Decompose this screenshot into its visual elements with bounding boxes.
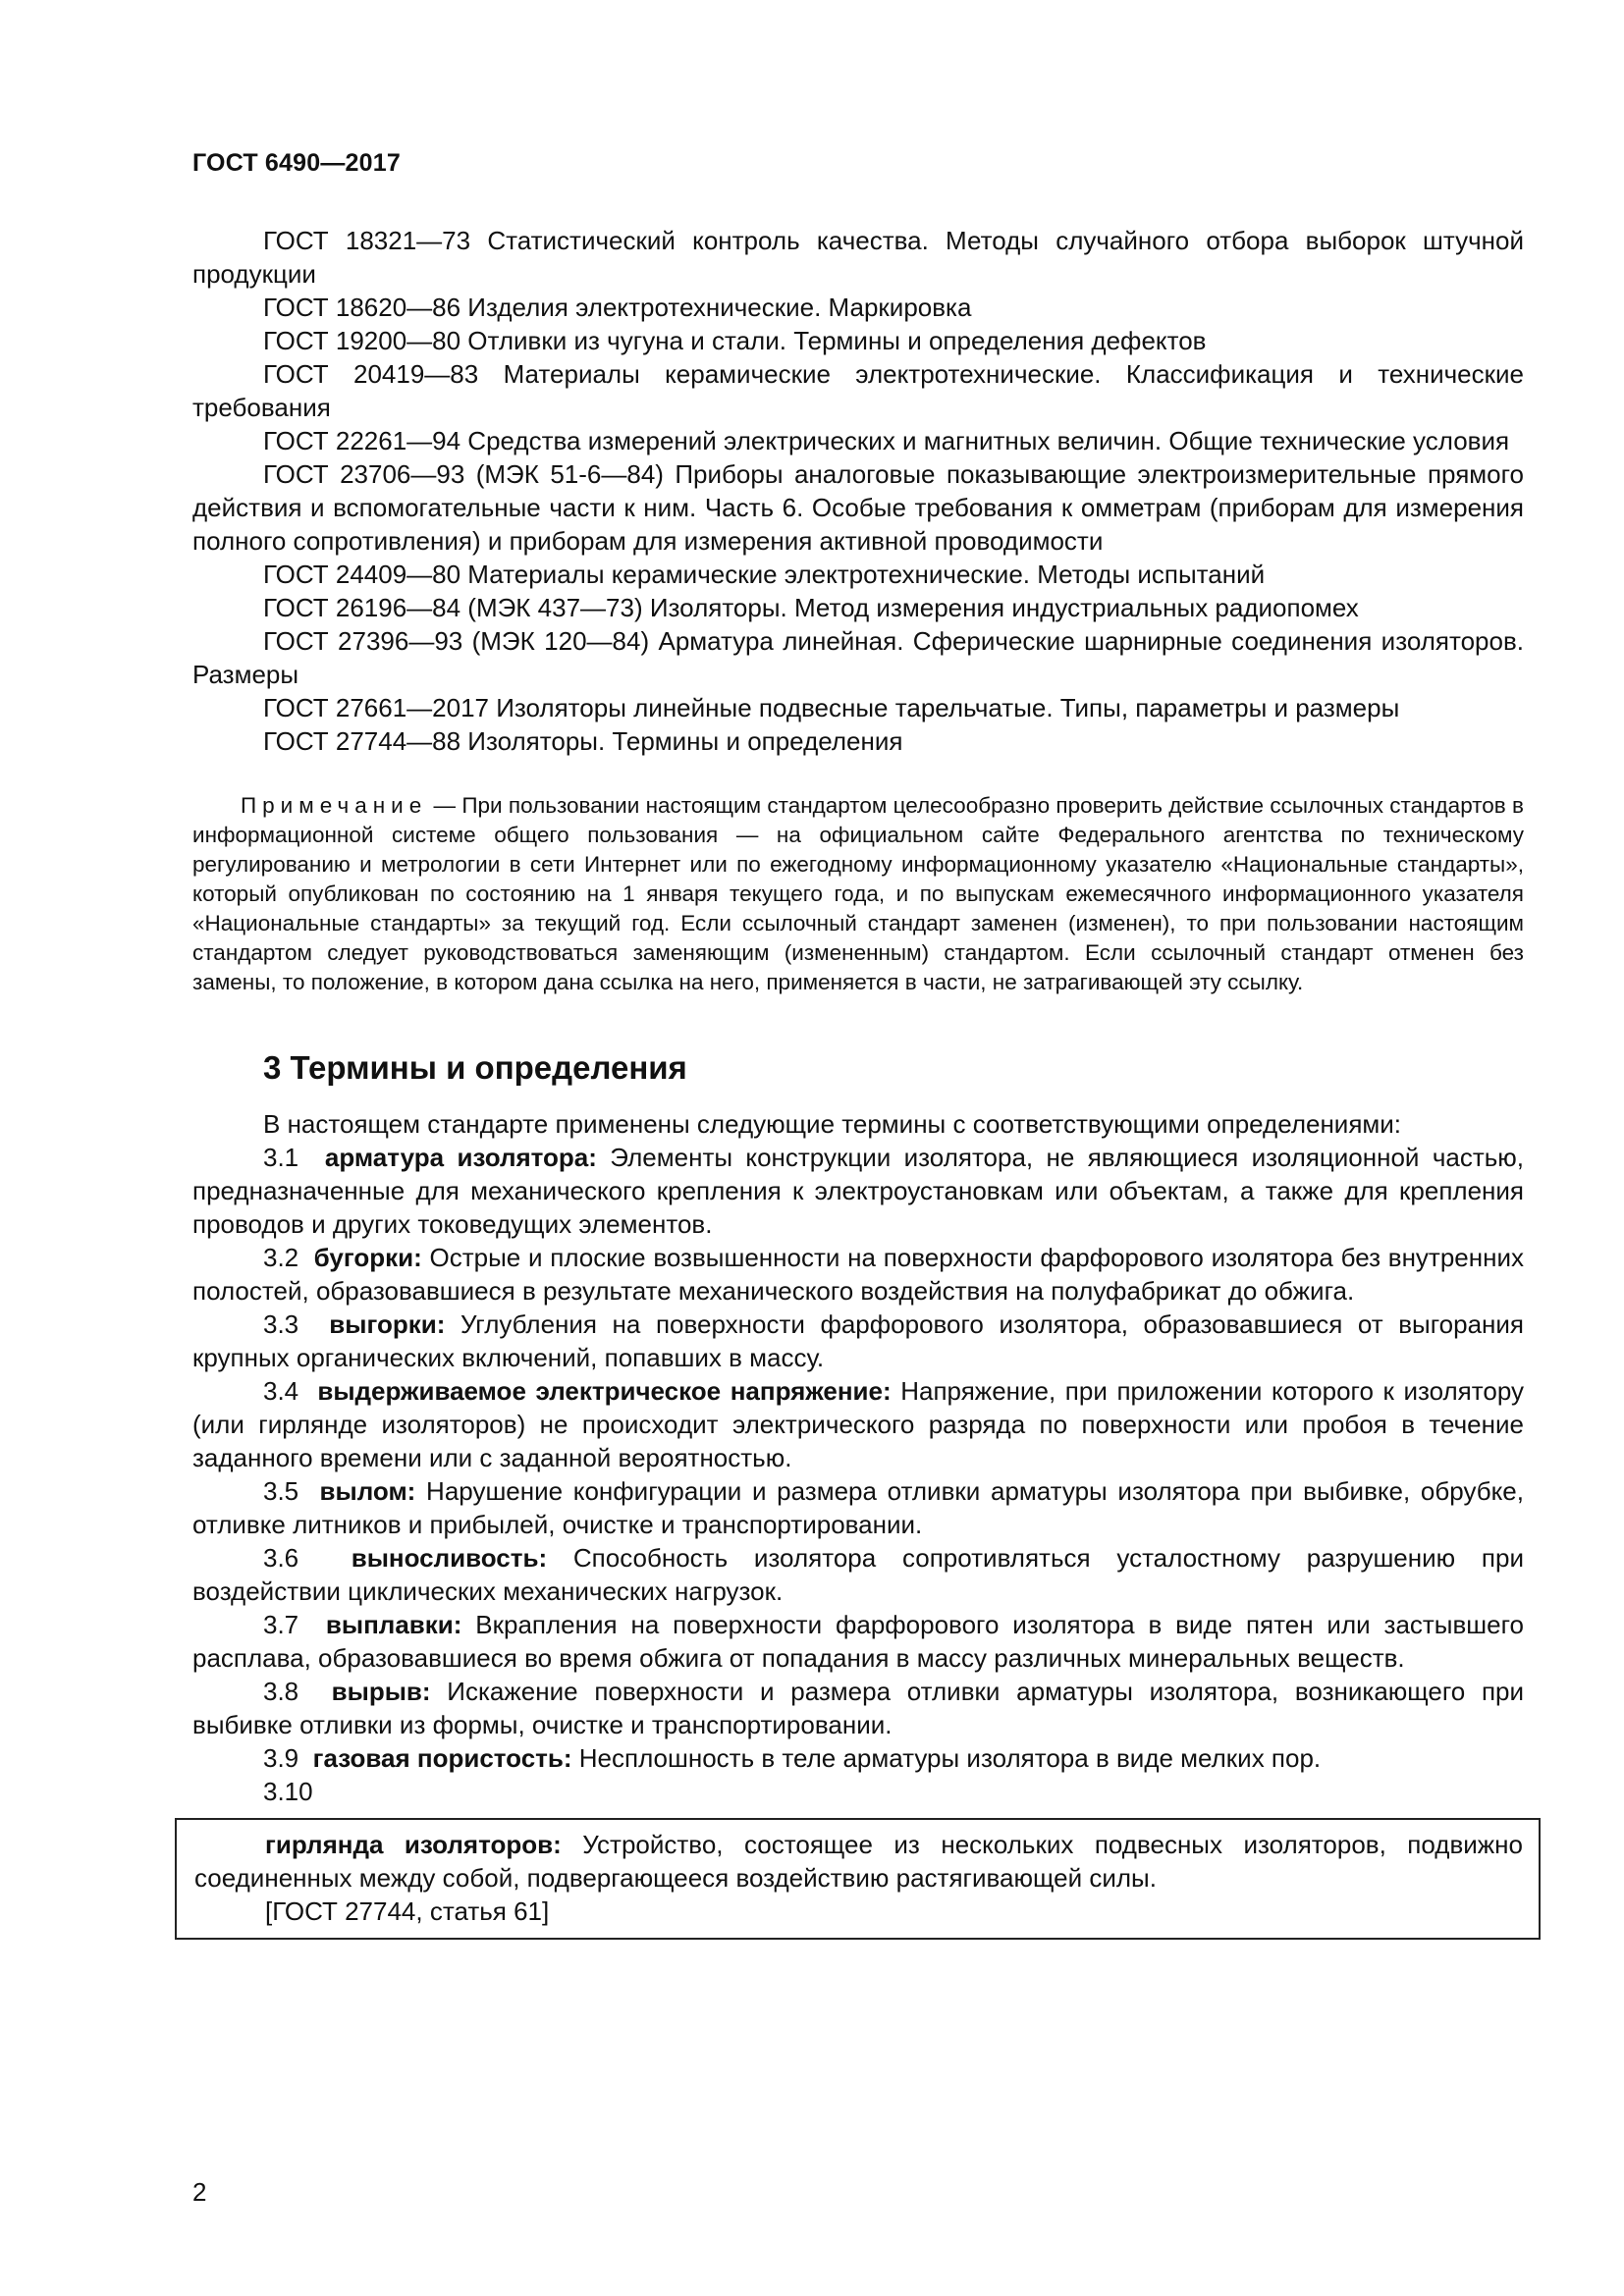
document-header: ГОСТ 6490—2017 [192,149,401,177]
term-definition: Искажение поверхности и размера отливки арматуры изолятора, возникающего при выбивке отливки из формы, очистке и транспортировании. [192,1677,1525,1739]
section-intro: В настоящем стандарте применены следующие термины с соответствующими определениями: [263,1109,1402,1139]
term-entry [192,1675,1524,1741]
reference-item: ГОСТ 27661—2017 Изоляторы линейные подвесные тарельчатые. Типы, параметры и размеры [263,693,1400,722]
term-definition: Напряжение, при приложении которого к изолятору (или гирлянде изоляторов) не происходит электрического разряда по поверхности или пробоя в течение заданного времени или с заданной вероятностью. [192,1376,1525,1472]
page-content [192,224,1524,1940]
term-definition: Углубления на поверхности фарфорового изолятора, образовавшиеся от выгорания крупных органических включений, попавших в массу. [192,1309,1524,1372]
reference-item: ГОСТ 24409—80 Материалы керамические электротехнические. Методы испытаний [263,560,1266,589]
term-name: выносливость: [351,1543,548,1573]
reference-item: ГОСТ 18620—86 Изделия электротехнические. Маркировка [263,293,972,322]
reference-item: ГОСТ 26196—84 (МЭК 437—73) Изоляторы. Метод измерения индустриальных радиопомех [263,593,1359,622]
reference-item: ГОСТ 23706—93 (МЭК 51-6—84) Приборы аналоговые показывающие электроизмерительные прямого действия и вспомогательные части к ним. Часть 6. Особые требования к омметрам (приборам для измерения полного сопротивления) и приборам для измерения активной проводимости [192,459,1524,556]
term-entry [192,1608,1524,1675]
term-source: [ГОСТ 27744, статья 61] [265,1896,550,1926]
term-definition: Элементы конструкции изолятора, не являющиеся изоляционной частью, предназначенные для механического крепления к электроустановкам или объектам, а также для крепления проводов и других токоведущих элементов. [192,1143,1525,1239]
term-number: 3.8 [263,1677,299,1706]
term-name: бугорки: [313,1243,422,1272]
term-number: 3.5 [263,1476,299,1506]
term-entry [192,1741,1524,1775]
section-heading: 3 Термины и определения [263,1049,687,1086]
term-definition: Вкрапления на поверхности фарфорового изолятора в виде пятен или застывшего расплава, образовавшиеся во время обжига от попадания в массу различных минеральных веществ. [192,1610,1524,1673]
term-name: арматура изолятора: [324,1143,597,1172]
term-definition: Несплошность в теле арматуры изолятора в виде мелких пор. [571,1743,1322,1773]
term-number: 3.1 [263,1143,299,1172]
term-number: 3.2 [263,1243,299,1272]
term-number: 3.6 [263,1543,299,1573]
quoted-term-box [175,1818,1541,1940]
note-label: Примечание [241,793,428,818]
term-entry [192,1474,1524,1541]
term-name: выплавки: [325,1610,462,1639]
term-name: газовая пористость: [312,1743,572,1773]
term-entry [192,1374,1524,1474]
reference-item: ГОСТ 22261—94 Средства измерений электрических и магнитных величин. Общие технические условия [263,426,1510,455]
reference-item: ГОСТ 19200—80 Отливки из чугуна и стали. Термины и определения дефектов [263,326,1207,355]
term-number: 3.7 [263,1610,299,1639]
terms-list [192,1141,1524,1808]
term-definition: Острые и плоские возвышенности на поверхности фарфорового изолятора без внутренних полостей, образовавшиеся в результате механического воздействия на полуфабрикат до обжига. [192,1243,1524,1306]
term-number-310: 3.10 [263,1777,313,1806]
term-name: гирлянда изоляторов: [265,1830,562,1859]
term-definition: Устройство, состоящее из нескольких подвесных изоляторов, подвижно соединенных между собой, подвергающееся воздействию растягивающей силы. [194,1830,1523,1893]
reference-item: ГОСТ 20419—83 Материалы керамические электротехнические. Классификация и технические требования [192,359,1524,422]
page-number: 2 [192,2177,207,2207]
term-entry [192,1241,1524,1308]
normative-references-list [192,224,1524,758]
term-name: вырыв: [331,1677,431,1706]
quoted-term-entry [194,1828,1523,1895]
term-definition: Способность изолятора сопротивляться усталостному разрушению при воздействии циклических механических нагрузок. [192,1543,1524,1606]
reference-item: ГОСТ 27396—93 (МЭК 120—84) Арматура линейная. Сферические шарнирные соединения изоляторов. Размеры [192,626,1524,689]
term-definition: Нарушение конфигурации и размера отливки арматуры изолятора при выбивке, обрубке, отливке литников и прибылей, очистке и транспортировании. [192,1476,1524,1539]
term-name: вылом: [319,1476,416,1506]
term-entry [192,1308,1524,1374]
reference-item: ГОСТ 27744—88 Изоляторы. Термины и определения [263,726,903,756]
reference-item: ГОСТ 18321—73 Статистический контроль качества. Методы случайного отбора выборок штучной продукции [192,226,1524,289]
note-text: — При пользовании настоящим стандартом целесообразно проверить действие ссылочных стандартов в информационной системе общего пользования — на официальном сайте Федерального агентства по техническому регулированию и метрологии в сети Интернет или по ежегодному информационному указателю «Национальные стандарты», который опубликован по состоянию на 1 января текущего года, и по выпускам ежемесячного информационного указателя «Национальные стандарты» за текущий год. Если ссылочный стандарт заменен (изменен), то при пользовании настоящим стандартом следует руководствоваться заменяющим (измененным) стандартом. Если ссылочный стандарт отменен без замены, то положение, в котором дана ссылка на него, применяется в части, не затрагивающей эту ссылку. [192,793,1524,994]
term-entry [192,1141,1524,1241]
term-number: 3.9 [263,1743,299,1773]
note-paragraph [192,791,1524,997]
term-name: выгорки: [329,1309,446,1339]
term-number: 3.4 [263,1376,299,1406]
term-name: выдерживаемое электрическое напряжение: [317,1376,892,1406]
term-entry [192,1541,1524,1608]
term-number: 3.3 [263,1309,299,1339]
